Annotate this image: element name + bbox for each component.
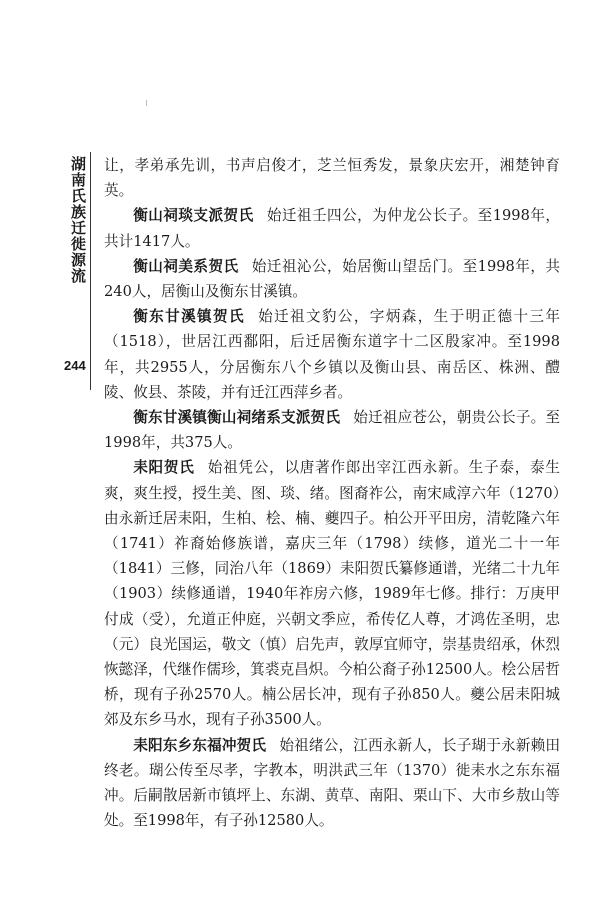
paragraph-heading: 耒阳东乡东福冲贺氏 (133, 736, 267, 754)
paragraph-leiyang (104, 455, 560, 732)
paragraph-text: 始祖绪公，江西永新人，长子瑚于永新赖田终老。瑚公传至尽孝，字教本，明洪武三年（1370）徙耒水之东东福冲。后嗣散居新市镇坪上、东湖、黄草、南阳、栗山下、大市乡敖山等处。至1998年，有子孙12580人。 (104, 736, 560, 830)
body-text (104, 153, 560, 833)
paragraph-continuation (104, 153, 560, 203)
running-header-title: 湖南氏族迁徙源流 (69, 156, 87, 284)
paragraph-text: 始迁祖沁公，始居衡山望岳门。至1998年，共240人，居衡山及衡东甘溪镇。 (104, 257, 560, 301)
top-margin-mark (146, 100, 147, 106)
paragraph-text: 让，孝弟承先训，书声启俊才，芝兰恒秀发，景象庆宏开，湘楚钟育英。 (104, 157, 560, 200)
paragraph-hengdong-xu (104, 405, 560, 455)
paragraph-heading: 衡山祠美系贺氏 (133, 257, 239, 275)
paragraph-leiyang-dongfuchong (104, 733, 560, 834)
paragraph-hengdong-ganxi (104, 304, 560, 405)
paragraph-hengshan-yan (104, 203, 560, 253)
paragraph-heading: 耒阳贺氏 (133, 459, 195, 477)
paragraph-text: 始祖凭公，以唐著作郎出宰江西永新。生子泰，泰生爽，爽生授，授生美、图、琰、绪。图裔祚公，南宋咸淳六年（1270）由永新迁居耒阳，生柏、桧、楠、夔四子。柏公开平田房，清乾隆六年（1741）祚裔始修族谱，嘉庆三年（1798）续修，道光二十一年（1841）三修，同治八年（1869）耒阳贺氏纂修通谱，光绪二十九年（1903）续修通谱，1940年祚房六修，1989年七修。排行：万庚甲付成（受），允道正仲庭，兴朝文季应，希传亿人尊，才鸿佐圣明，忠（元）良光国运，敬文（慎）启先声，敦厚宜师守，崇基贵绍承，休烈恢懿泽，代继作儒珍，箕裘克昌炽。今柏公裔子孙12500人。桧公居哲桥，现有子孙2570人。楠公居长冲，现有子孙850人。夔公居耒阳城郊及东乡马水，现有子孙3500人。 (104, 459, 560, 729)
paragraph-heading: 衡东甘溪镇贺氏 (133, 308, 245, 326)
paragraph-heading: 衡东甘溪镇衡山祠绪系支派贺氏 (133, 409, 341, 427)
paragraph-text: 始迁祖应苍公，朝贵公长子。至1998年，共375人。 (104, 409, 560, 452)
paragraph-hengshan-mei (104, 254, 560, 304)
paragraph-heading: 衡山祠琰支派贺氏 (133, 207, 254, 225)
page-number: 244 (64, 358, 86, 373)
paragraph-text: 始迁祖文豹公，字炳森，生于明正德十三年（1518），世居江西鄱阳，后迁居衡东道字十二区殷家冲。至1998年，共2955人，分居衡东八个乡镇以及衡山县、南岳区、株洲、醴陵、攸县、茶陵，并有迁江西萍乡者。 (104, 308, 560, 401)
paragraph-text: 始迁祖壬四公，为仲龙公长子。至1998年，共计1417人。 (104, 207, 560, 250)
margin-rule (90, 152, 91, 390)
